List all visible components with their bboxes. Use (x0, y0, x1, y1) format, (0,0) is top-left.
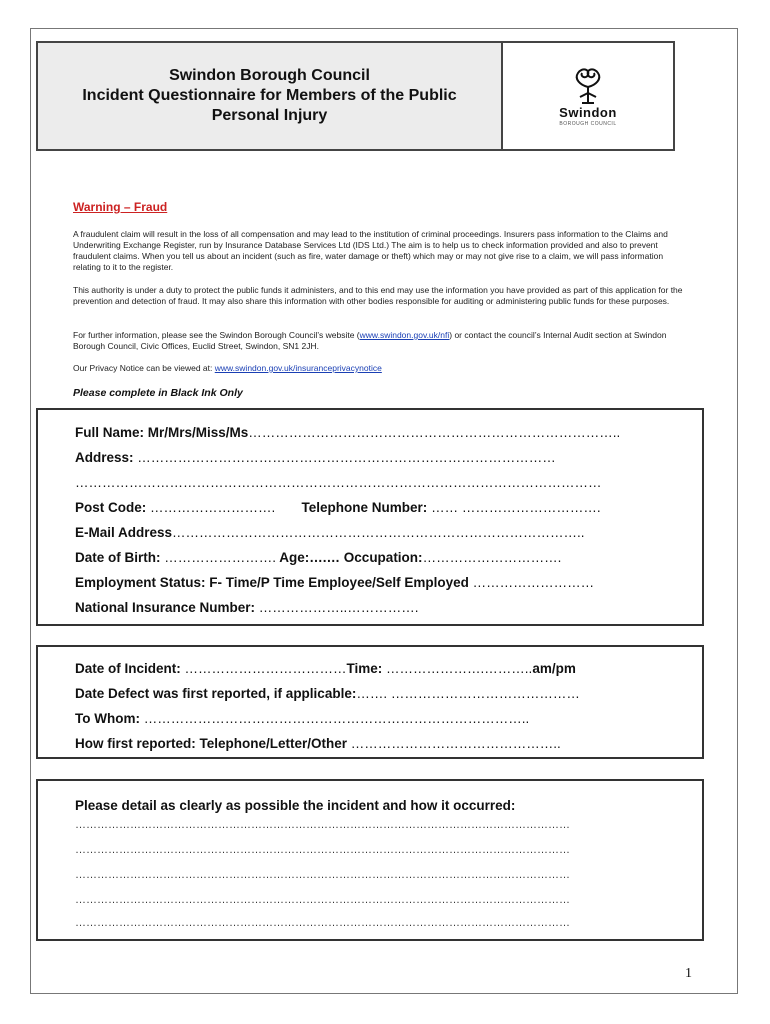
form-subtitle: Personal Injury (211, 107, 328, 124)
email-label: E-Mail Address (75, 525, 173, 540)
dob-label: Date of Birth: (75, 550, 161, 565)
email-dots: ……………………………………………………………………………….. (172, 525, 585, 540)
email-field[interactable] (75, 525, 695, 540)
privacy-paragraph (73, 363, 693, 374)
date-incident-dots: ……………………………… (180, 661, 347, 676)
fraud-warning-heading: Warning – Fraud (73, 200, 168, 214)
form-header (36, 41, 675, 151)
ink-instruction: Please complete in Black Ink Only (73, 387, 243, 399)
privacy-link[interactable]: www.swindon.gov.uk/insuranceprivacynotice (214, 363, 382, 373)
description-line-1[interactable]: ……………………………………………………………………………………………………………………… (75, 819, 570, 831)
description-line-4[interactable]: ……………………………………………………………………………………………………………………… (75, 894, 570, 906)
to-whom-dots: ………………………………………………………………………….. (139, 711, 530, 726)
employment-field[interactable] (75, 575, 695, 590)
further-info-text-end: ) or contact the council’s Internal Audit section at Swindon Borough Council, Civic Offices, Euclid Street, Swindon, SN1 2JH. (73, 330, 667, 351)
defect-dots: ……. …………………………………… (356, 686, 580, 701)
to-whom-label: To Whom: (75, 711, 140, 726)
ni-dots: ………………..……………. (255, 600, 419, 615)
duty-paragraph: This authority is under a duty to protect the public funds it administers, and to this end may use the information you have provided as part of this application for the prevention and detection of fraud. It may also share this information with other bodies responsible for auditing or administering public funds for these purposes. (73, 285, 683, 306)
personal-details-box (36, 408, 704, 626)
description-prompt: Please detail as clearly as possible the incident and how it occurred: (75, 798, 516, 813)
swindon-logo (508, 57, 668, 135)
address-label: Address: (75, 450, 134, 465)
post-code-telephone-row[interactable] (75, 500, 695, 515)
date-incident-label: Date of Incident: (75, 661, 181, 676)
date-time-row[interactable] (75, 661, 695, 676)
council-title: Swindon Borough Council (169, 67, 370, 84)
description-line-5[interactable]: ……………………………………………………………………………………………………………………… (75, 917, 570, 929)
full-name-field[interactable] (75, 425, 695, 440)
time-dots: ………………….……….. (382, 661, 533, 676)
ni-field[interactable] (75, 600, 695, 615)
how-reported-field[interactable] (75, 736, 695, 751)
age-label: Age: (279, 550, 310, 565)
form-title: Incident Questionnaire for Members of the Public (82, 87, 457, 104)
logo-wordmark: Swindon (559, 105, 617, 120)
incident-description-box (36, 779, 704, 941)
privacy-text: Our Privacy Notice can be viewed at: (73, 363, 215, 373)
time-label: Time: (346, 661, 383, 676)
address-line2-dots: ……………………………………………………………………………………………………… (75, 475, 602, 490)
page-number: 1 (685, 966, 692, 981)
am-pm-label: am/pm (532, 661, 576, 676)
address-line2-field[interactable] (75, 475, 695, 490)
how-label: How first reported: Telephone/Letter/Other (75, 736, 348, 751)
occupation-dots: …………………………. (422, 550, 562, 565)
dob-dots: ……………………. (160, 550, 277, 565)
fraud-paragraph: A fraudulent claim will result in the loss of all compensation and may lead to the institution of criminal proceedings. Insurers pass information to the Claims and Underwriting Exchange Register, run by Insurance Database Services Ltd (IDS Ltd.) The aim is to help us to check information provided and also to prevent fraudulent claims. When you tell us about an incident (such as fire, water damage or theft) which may or may not give rise to a claim, we will pass information relating to it to the register. (73, 229, 668, 272)
telephone-label: Telephone Number: (301, 500, 428, 515)
ni-label: National Insurance Number: (75, 600, 256, 615)
age-dots: ….… (309, 550, 341, 565)
full-name-dots: ……………………………………………………………………….. (248, 425, 621, 440)
post-code-dots: ………………………. (146, 500, 276, 515)
tree-logo-icon (558, 63, 618, 105)
defect-label: Date Defect was first reported, if applicable: (75, 686, 357, 701)
occupation-label: Occupation: (343, 550, 423, 565)
employment-dots: ……………………… (468, 575, 595, 590)
further-info-text: For further information, please see the Swindon Borough Council’s website ( (73, 330, 360, 340)
full-name-label: Full Name: Mr/Mrs/Miss/Ms (75, 425, 249, 440)
logo-subtext: BOROUGH COUNCIL (559, 121, 617, 127)
to-whom-field[interactable] (75, 711, 695, 726)
telephone-dots: …… …………………………. (427, 500, 601, 515)
post-code-label: Post Code: (75, 500, 147, 515)
employment-label: Employment Status: F- Time/P Time Employee/Self Employed (75, 575, 469, 590)
defect-reported-field[interactable] (75, 686, 695, 701)
description-line-3[interactable]: ……………………………………………………………………………………………………………………… (75, 869, 570, 881)
further-info-paragraph (73, 330, 693, 352)
dob-age-occupation-row[interactable] (75, 550, 695, 565)
description-line-2[interactable]: ……………………………………………………………………………………………………………………… (75, 844, 570, 856)
incident-details-box (36, 645, 704, 759)
address-field[interactable] (75, 450, 695, 465)
title-panel (38, 43, 503, 149)
nfi-link[interactable]: www.swindon.gov.uk/nfi (359, 330, 450, 340)
how-dots: ……………………………………….. (347, 736, 561, 751)
address-dots: ………………………………………………………………………………… (133, 450, 556, 465)
